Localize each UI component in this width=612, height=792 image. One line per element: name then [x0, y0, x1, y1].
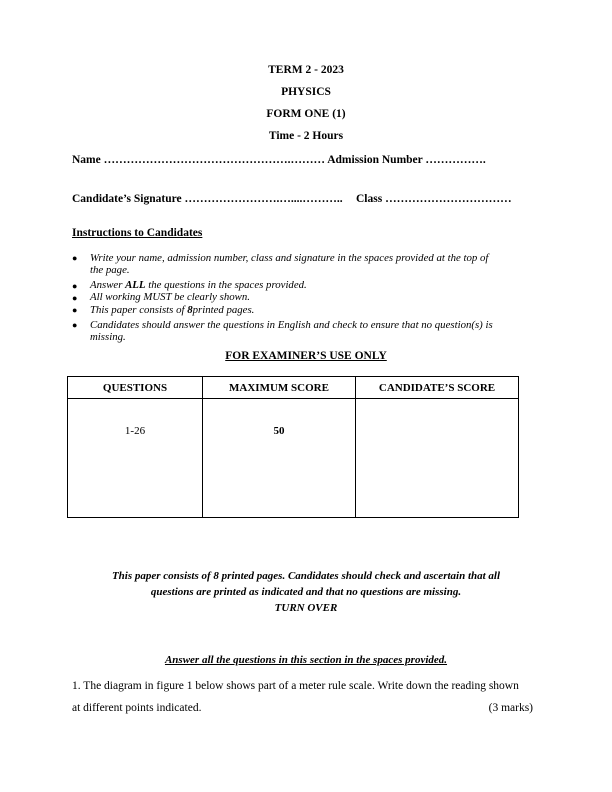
bullet-icon: ● [72, 293, 78, 303]
instruction-item-cont: missing. [90, 331, 126, 343]
class-field: Class …………………………… [356, 193, 512, 205]
time-title: Time - 2 Hours [268, 130, 344, 142]
instruction-item: Candidates should answer the questions in English and check to ensure that no question(s) is [90, 319, 493, 331]
turn-over: TURN OVER [274, 602, 338, 614]
subject-title: PHYSICS [281, 86, 331, 98]
instruction-item: Write your name, admission number, class and signature in the spaces provided at the top of [90, 252, 489, 264]
table-header-row [68, 377, 519, 399]
notice-line-2: questions are printed as indicated and that no questions are missing. [150, 586, 462, 598]
examiner-table [67, 376, 519, 518]
questions-cell: 1-26 [68, 399, 203, 518]
bullet-icon: ● [72, 305, 78, 315]
instruction-item-cont: the page. [90, 264, 130, 276]
question-1-text: 1. The diagram in figure 1 below shows part of a meter rule scale. Write down the reading shown [72, 680, 519, 692]
notice-line-1: This paper consists of 8 printed pages. Candidates should check and ascertain that all [111, 570, 501, 582]
instructions-heading: Instructions to Candidates [72, 227, 203, 239]
question-1-text-cont: at different points indicated. [72, 702, 202, 714]
bullet-icon: ● [72, 281, 78, 291]
instruction-item: Answer ALL the questions in the spaces provided. [90, 279, 307, 291]
candidate-score-cell[interactable] [356, 399, 519, 518]
question-1-marks: (3 marks) [488, 702, 533, 714]
form-title: FORM ONE (1) [266, 108, 346, 120]
term-title: TERM 2 - 2023 [268, 64, 344, 76]
instruction-item: This paper consists of 8printed pages. [90, 304, 255, 316]
bullet-icon: ● [72, 320, 78, 330]
bullet-icon: ● [72, 253, 78, 263]
section-heading: Answer all the questions in this section in the spaces provided. [164, 654, 448, 666]
column-header: MAXIMUM SCORE [203, 377, 356, 399]
column-header: CANDIDATE’S SCORE [356, 377, 519, 399]
column-header: QUESTIONS [68, 377, 203, 399]
table-row [68, 399, 519, 518]
signature-field: Candidate’s Signature …………………….…....……….. [72, 193, 343, 205]
instruction-item: All working MUST be clearly shown. [90, 291, 250, 303]
examiner-heading: FOR EXAMINER’S USE ONLY [225, 350, 387, 362]
max-score-cell: 50 [203, 399, 356, 518]
name-field: Name ………………………………………….……… Admission Number ……………. [72, 154, 486, 166]
